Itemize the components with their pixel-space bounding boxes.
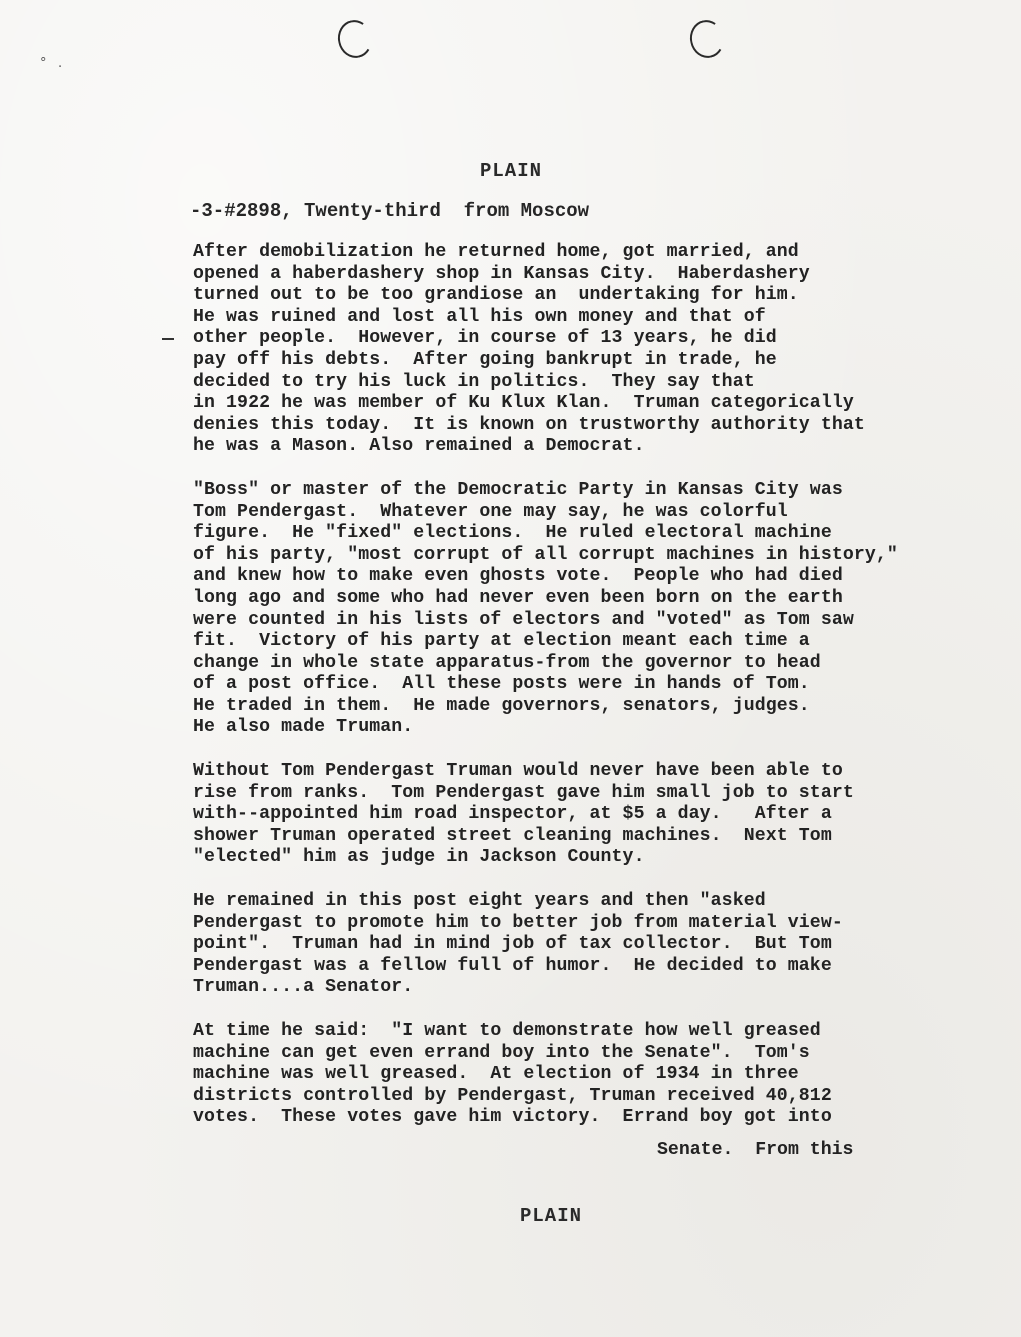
text-line: He traded in them. He made governors, senators, judges.	[193, 695, 810, 716]
text-line: and knew how to make even ghosts vote. People who had died	[193, 566, 843, 587]
text-line: long ago and some who had never even been born on the earth	[193, 587, 843, 608]
text-line: shower Truman operated street cleaning machines. Next Tom	[193, 825, 832, 846]
text-line: "elected" him as judge in Jackson County.	[193, 847, 645, 868]
continuation-line: Senate. From this	[657, 1140, 854, 1160]
text-line: Truman....a Senator.	[193, 977, 414, 998]
punch-hole-left	[334, 17, 375, 61]
paragraph-1	[193, 242, 983, 458]
paper-speck-dot: ·	[58, 60, 63, 75]
text-line: votes. These votes gave him victory. Errand boy got into	[193, 1107, 832, 1128]
text-line: He remained in this post eight years and then "asked	[193, 891, 766, 912]
text-line: Tom Pendergast. Whatever one may say, he was colorful	[193, 501, 788, 522]
text-line: machine was well greased. At election of 1934 in three	[193, 1064, 799, 1085]
margin-mark	[162, 338, 174, 340]
text-line: pay off his debts. After going bankrupt in trade, he	[193, 349, 777, 370]
document-body	[193, 242, 983, 1151]
paragraph-4	[193, 891, 983, 999]
text-line: He was ruined and lost all his own money and that of	[193, 306, 766, 327]
text-line: At time he said: "I want to demonstrate how well greased	[193, 1021, 821, 1041]
text-line: denies this today. It is known on trustworthy authority that	[193, 414, 865, 435]
text-line: other people. However, in course of 13 years, he did	[193, 328, 777, 349]
text-line: rise from ranks. Tom Pendergast gave him small job to start	[193, 782, 854, 803]
text-line: "Boss" or master of the Democratic Party in Kansas City was	[193, 479, 843, 500]
footer-classification: PLAIN	[520, 1205, 583, 1227]
text-line: fit. Victory of his party at election meant each time a	[193, 631, 810, 652]
paper-speck-dot: °	[40, 56, 47, 71]
text-line: decided to try his luck in politics. They say that	[193, 371, 755, 392]
text-line: Without Tom Pendergast Truman would never have been able to	[193, 761, 843, 782]
header-classification: PLAIN	[480, 160, 543, 182]
text-line: machine can get even errand boy into the Senate". Tom's	[193, 1042, 810, 1063]
text-line: he was a Mason. Also remained a Democrat.	[193, 436, 645, 457]
paragraph-3	[193, 761, 983, 869]
text-line: Pendergast to promote him to better job from material view-	[193, 912, 843, 933]
text-line: of his party, "most corrupt of all corrupt machines in history,"	[193, 544, 898, 565]
message-reference: -3-#2898, Twenty-third from Moscow	[190, 200, 590, 222]
text-line: in 1922 he was member of Ku Klux Klan. Truman categorically	[193, 393, 854, 414]
text-line: Pendergast was a fellow full of humor. He decided to make	[193, 955, 832, 976]
text-line: opened a haberdashery shop in Kansas City. Haberdashery	[193, 263, 810, 284]
text-line: figure. He "fixed" elections. He ruled electoral machine	[193, 523, 832, 544]
text-line: districts controlled by Pendergast, Truman received 40,812	[193, 1085, 832, 1106]
text-line: turned out to be too grandiose an undertaking for him.	[193, 285, 799, 306]
text-line: with--appointed him road inspector, at $5 a day. After a	[193, 804, 832, 825]
text-line: After demobilization he returned home, got married, and	[193, 242, 799, 262]
text-line: were counted in his lists of electors and "voted" as Tom saw	[193, 609, 854, 630]
punch-hole-right	[686, 17, 727, 61]
paragraph-5	[193, 1021, 983, 1129]
text-line: He also made Truman.	[193, 717, 414, 738]
paragraph-2	[193, 480, 983, 739]
text-line: change in whole state apparatus-from the governor to head	[193, 652, 821, 673]
text-line: of a post office. All these posts were in hands of Tom.	[193, 674, 810, 695]
text-line: point". Truman had in mind job of tax collector. But Tom	[193, 934, 832, 955]
